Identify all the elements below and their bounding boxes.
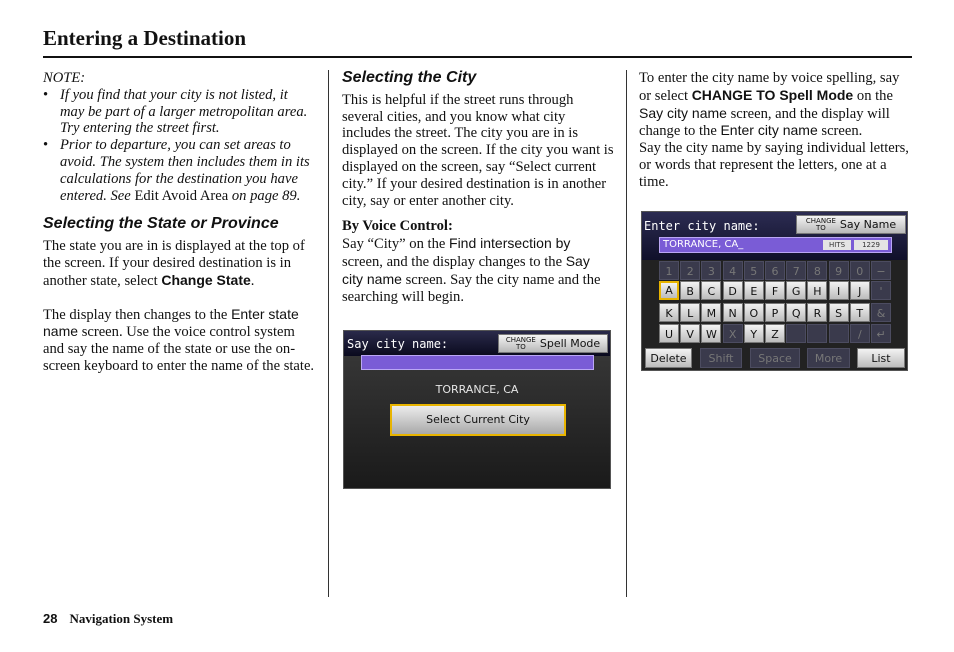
spell-paragraph-1 [639,70,911,140]
list-button[interactable]: List [857,348,905,368]
note-bullet-text: If you find that your city is not listed, it may be part of a larger metropolitan area. Try entering the street first. [60,86,308,137]
state-paragraph-1 [43,238,315,289]
text-run: screen. Use the voice control system and say the name of the state or use the on-screen keyboard to enter the name of the state. [43,324,315,374]
city-paragraph-1: This is helpful if the street runs through several cities, and you know what city includes the street. The city you are in is displayed on the screen. If the city you want is displayed on the screen, say “Select current city.” If your desired destination is in another city, say or enter another city. [342,91,614,209]
key-9[interactable]: 9 [829,261,849,280]
note-bullet-2: • Prior to departure, you can set areas to avoid. The system then includes them in its calculations for the destination you have entered. See Edit Avoid Area on page 89. [43,137,310,204]
key-G[interactable]: G [786,281,806,300]
note-bullet-text: Prior to departure, you can set areas to avoid. The system then includes them in its calculations for the destination you have entered. See [60,137,310,204]
screen-title: Say city name: [347,337,449,351]
key-'[interactable]: ' [871,281,891,300]
text-run: Say “City” on the [342,236,446,253]
avoid-area-ref: Edit Avoid Area [134,187,229,204]
key-8[interactable]: 8 [807,261,827,280]
text-run: screen. Say the city name and the searching will begin. [342,271,601,305]
change-label: Spell Mode [539,337,601,350]
key-5[interactable]: 5 [744,261,764,280]
key-blank[interactable] [829,324,849,343]
change-state-ref: Change State [161,271,251,288]
key-P[interactable]: P [765,303,785,322]
screen-title: Enter city name: [644,219,760,233]
key-V[interactable]: V [680,324,700,343]
change-to-say-name-button[interactable] [796,215,906,234]
key-Y[interactable]: Y [744,324,764,343]
change-to-line: CHANGE [505,336,536,344]
key-T[interactable]: T [850,303,870,322]
key-W[interactable]: W [701,324,721,343]
enter-state-ref: Enter state name [43,305,299,340]
change-to-line: TO [816,224,826,232]
key-blank[interactable] [786,324,806,343]
page-title: Entering a Destination [43,26,247,50]
footer [43,611,173,627]
column-divider-2 [626,70,627,597]
section-heading-state: Selecting the State or Province [43,215,279,233]
footer-label: Navigation System [69,611,174,626]
key-6[interactable]: 6 [765,261,785,280]
key-O[interactable]: O [744,303,764,322]
current-city: TORRANCE, CA [435,383,519,396]
hits-count: 1229 [854,240,888,250]
text-run: The state you are in is displayed at the top of the screen. If your desired destination is in another state, select [43,238,305,289]
column-1 [43,70,315,375]
key-I[interactable]: I [829,281,849,300]
key-R[interactable]: R [807,303,827,322]
city-input-field[interactable] [659,237,892,253]
key-X[interactable]: X [723,324,743,343]
space-button[interactable]: Space [750,348,800,368]
city-input-field[interactable] [361,355,594,370]
city-input-value: TORRANCE, CA_ [663,239,744,250]
change-to-spell-ref: CHANGE TO Spell Mode [691,86,854,103]
key-A[interactable]: A [659,281,679,300]
text-run: screen, and the display will change to the [639,105,890,140]
column-divider-1 [328,70,329,597]
note-label: NOTE: [43,70,86,86]
page-number: 28 [43,611,58,626]
change-to-tag [506,337,536,351]
delete-button[interactable]: Delete [645,348,692,368]
note-bullet-1: • If you find that your city is not listed, it may be part of a larger metropolitan area. Try entering the street first. [43,86,308,137]
header-rule [43,56,912,58]
say-city-name-screen [343,330,611,489]
page-ref: on page 89. [231,187,301,204]
text-run: . [250,272,255,289]
key-E[interactable]: E [744,281,764,300]
key-/[interactable]: / [850,324,870,343]
text-run: The display then changes to the [43,306,228,323]
key-↵[interactable]: ↵ [871,324,891,343]
say-city-ref: Say city name [639,104,727,121]
enter-city-name-screen [641,211,908,371]
change-to-tag [806,218,836,232]
key-3[interactable]: 3 [701,261,721,280]
text-run: screen. [821,123,863,140]
key-S[interactable]: S [829,303,849,322]
key-&[interactable]: & [871,303,891,322]
key-H[interactable]: H [807,281,827,300]
key-4[interactable]: 4 [723,261,743,280]
key-J[interactable]: J [850,281,870,300]
select-current-city-button[interactable]: Select Current City [390,404,566,436]
change-to-line: TO [515,343,526,351]
text-run: on the [856,87,893,104]
key-U[interactable]: U [659,324,679,343]
key-−[interactable]: − [871,261,891,280]
key-N[interactable]: N [723,303,743,322]
more-button[interactable]: More [807,348,850,368]
key-K[interactable]: K [659,303,679,322]
change-to-spell-mode-button[interactable] [498,334,608,353]
key-D[interactable]: D [723,281,743,300]
key-L[interactable]: L [680,303,700,322]
section-heading-city: Selecting the City [342,69,477,86]
column-3 [639,70,911,191]
key-F[interactable]: F [765,281,785,300]
state-paragraph-2 [43,306,315,375]
key-Z[interactable]: Z [765,324,785,343]
key-0[interactable]: 0 [850,261,870,280]
find-intersection-ref: Find intersection by [449,235,571,252]
key-B[interactable]: B [680,281,700,300]
hits-label: HITS [823,240,851,250]
key-M[interactable]: M [701,303,721,322]
key-7[interactable]: 7 [786,261,806,280]
voice-control-heading: By Voice Control: [342,218,453,235]
enter-city-ref: Enter city name [720,122,818,139]
spell-paragraph-2: Say the city name by saying individual letters, or words that represent the letters, one at a time. [639,140,909,190]
text-run: To enter the city name by voice spelling, say or select [639,70,900,104]
key-C[interactable]: C [701,281,721,300]
key-2[interactable]: 2 [680,261,700,280]
key-blank[interactable] [807,324,827,343]
column-2 [342,70,614,305]
change-label: Say Name [839,218,897,231]
say-city-ref: Say city name [342,252,590,287]
shift-button[interactable]: Shift [700,348,742,368]
key-1[interactable]: 1 [659,261,679,280]
city-paragraph-2 [342,235,614,305]
key-Q[interactable]: Q [786,303,806,322]
text-run: screen, and the display changes to the [342,253,563,270]
change-to-line: CHANGE [805,217,836,225]
